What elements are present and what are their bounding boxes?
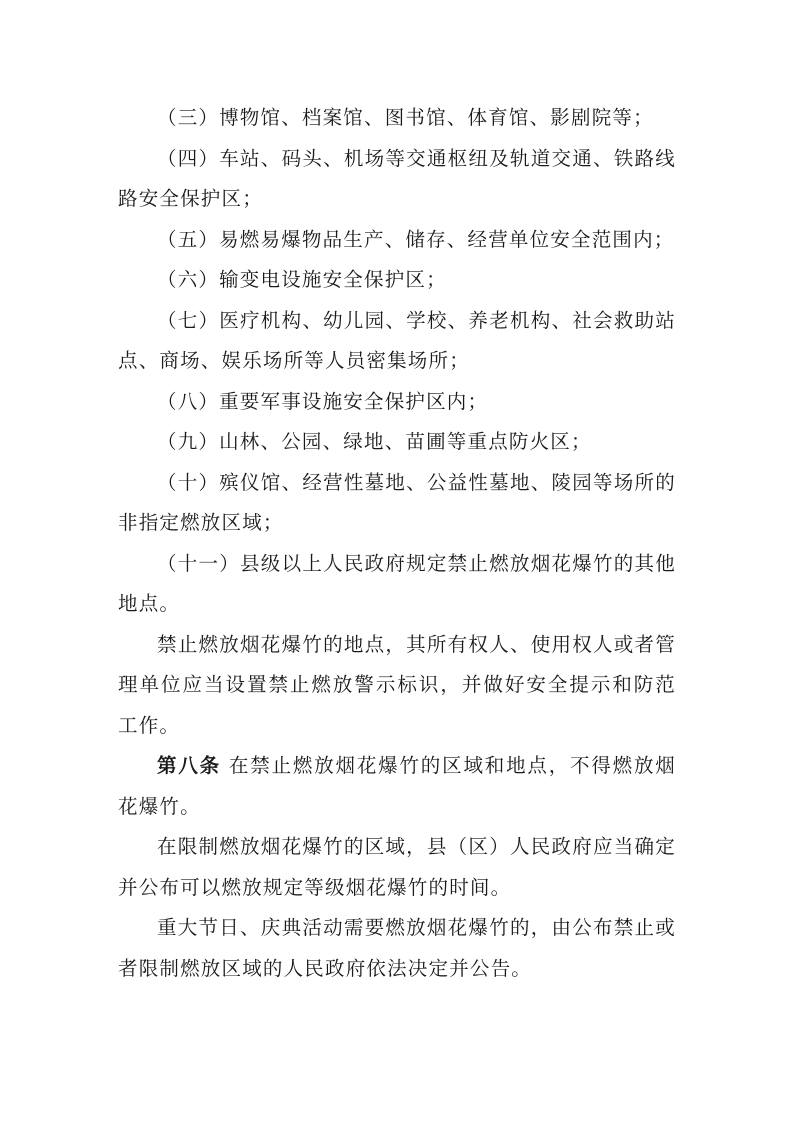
list-item-9: （九）山林、公园、绿地、苗圃等重点防火区；: [157, 430, 592, 453]
body-paragraph-festivals: 重大节日、庆典活动需要燃放烟花爆竹的，由公布禁止或者限制燃放区域的人民政府依法决定并公告。: [118, 916, 676, 980]
list-item-6: （六）输变电设施安全保护区；: [157, 268, 447, 291]
list-item-10: （十）殡仪馆、经营性墓地、公益性墓地、陵园等场所的非指定燃放区域；: [118, 470, 676, 534]
list-item-8: （八）重要军事设施安全保护区内；: [157, 389, 489, 413]
list-item-7: （七）医疗机构、幼儿园、学校、养老机构、社会救助站点、商场、娱乐场所等人员密集场所；: [118, 308, 676, 372]
article-heading: 第八条: [157, 754, 221, 777]
list-item-5: （五）易燃易爆物品生产、储存、经营单位安全范围内；: [157, 227, 675, 251]
article-8-text: 在禁止燃放烟花爆竹的区域和地点，不得燃放烟花爆竹。: [118, 754, 676, 818]
body-paragraph-restricted-time: 在限制燃放烟花爆竹的区域，县（区）人民政府应当确定并公布可以燃放规定等级烟花爆竹的时间。: [118, 835, 676, 899]
article-8-paragraph: [118, 746, 676, 827]
list-item-3: （三）博物馆、档案馆、图书馆、体育馆、影剧院等；: [157, 106, 654, 129]
list-item-4: （四）车站、码头、机场等交通枢纽及轨道交通、铁路线路安全保护区；: [118, 146, 676, 210]
document-body: [118, 98, 676, 989]
body-paragraph-warning-signs: 禁止燃放烟花爆竹的地点，其所有权人、使用权人或者管理单位应当设置禁止燃放警示标识，并做好安全提示和防范工作。: [118, 632, 676, 737]
list-item-11: （十一）县级以上人民政府规定禁止燃放烟花爆竹的其他地点。: [118, 551, 676, 615]
